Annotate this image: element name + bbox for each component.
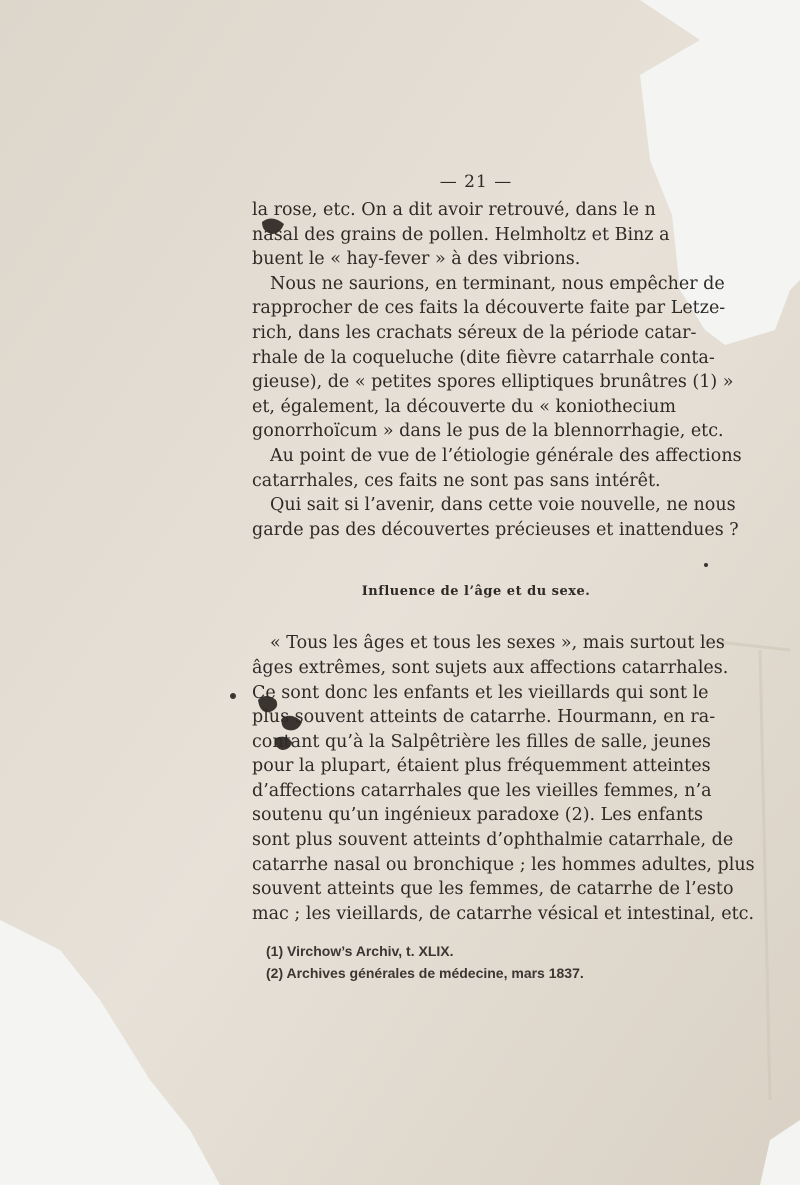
text-line: la rose, etc. On a dit avoir retrouvé, dans le n [252,200,656,220]
text-line: contant qu’à la Salpêtrière les filles de salle, jeunes [252,731,711,752]
text-line: rapprocher de ces faits la découverte faite par Letze- [252,298,726,319]
text-line: catarrhe nasal ou bronchique ; les hommes adultes, plus [252,854,755,875]
text-line: Au point de vue de l’étiologie générale des affections [270,445,742,466]
section-heading: Influence de l’âge et du sexe. [361,584,591,600]
text-line: et, également, la découverte du « koniothecium [252,396,676,417]
page-number: — 21 — [439,172,513,192]
text-line: pour la plupart, étaient plus fréquemment atteintes [252,756,711,777]
text-line: Ce sont donc les enfants et les vieillards qui sont le [252,682,709,703]
text-line: catarrhales, ces faits ne sont pas sans intérêt. [252,470,661,491]
text-line: Qui sait si l’avenir, dans cette voie nouvelle, ne nous [270,495,736,516]
text-line: « Tous les âges et tous les sexes », mais surtout les [270,633,725,654]
text-line: âges extrêmes, sont sujets aux affections catarrhales. [252,657,729,678]
text-line: gonorrhoïcum » dans le pus de la blennorrhagie, etc. [252,421,724,442]
text-line: rhale de la coqueluche (dite fièvre catarrhale conta- [252,347,715,368]
paragraph-top-3 [252,444,742,493]
text-line: mac ; les vieillards, de catarrhe vésical et intestinal, etc. [252,903,755,924]
footnote-2: (2) Archives générales de médecine, mars 1837. [266,965,584,982]
text-line: nasal des grains de pollen. Helmholtz et Binz a [252,224,670,245]
text-line: soutenu qu’un ingénieux paradoxe (2). Les enfants [252,805,703,826]
text-line: plus souvent atteints de catarrhe. Hourmann, en ra- [252,707,716,728]
footnote-1: (1) Virchow’s Archiv, t. XLIX. [266,943,454,960]
paragraph-top-2 [252,272,734,444]
paragraph-bottom-1 [252,631,755,926]
ink-speck [704,563,708,567]
text-line: buent le « hay-fever » à des vibrions. [252,249,581,270]
ink-speck [230,693,236,699]
text-line: souvent atteints que les femmes, de catarrhe de l’esto [252,879,734,900]
paragraph-top-1 [252,198,700,272]
text-line: d’affections catarrhales que les vieilles femmes, n’a [252,780,712,801]
text-line: rich, dans les crachats séreux de la période catar- [252,322,697,343]
text-line: gieuse), de « petites spores elliptiques brunâtres (1) » [252,372,734,393]
page-text [252,172,755,984]
text-line: garde pas des découvertes précieuses et inattendues ? [252,519,739,540]
paragraph-top-4 [252,493,739,542]
text-line: Nous ne saurions, en terminant, nous empêcher de [270,273,725,294]
text-line: sont plus souvent atteints d’ophthalmie catarrhale, de [252,830,734,851]
footnotes [252,940,700,984]
